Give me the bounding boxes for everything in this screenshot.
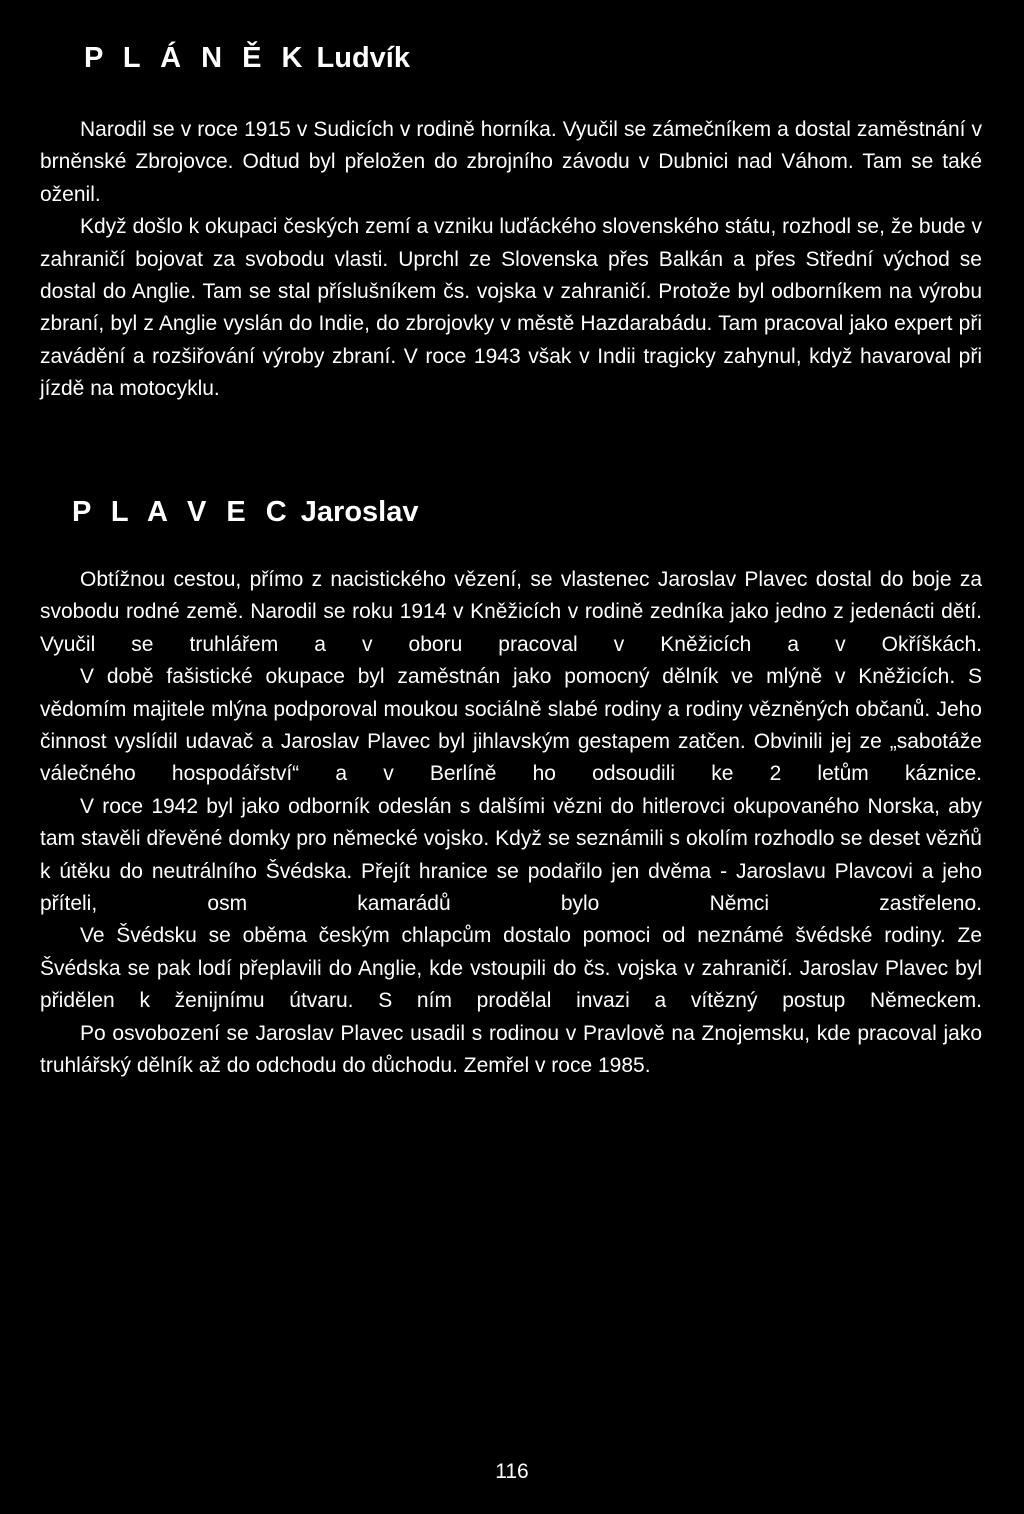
entry-surname: P L A V E C bbox=[72, 496, 293, 528]
entry-text-planek bbox=[40, 114, 982, 406]
entry-text-plavec bbox=[40, 564, 982, 1083]
entry-heading-planek bbox=[84, 40, 410, 76]
entry-paragraph: V roce 1942 byl jako odborník odeslán s dalšími vězni do hitlerovci okupovaného Norska, aby tam stavěli dřevěné domky pro německé vojsko. Když se seznámili s okolím rozhodlo se deset vězňů k útěku do neutrálního Švédska. Přejít hranice se podařilo jen dvěma - Jaroslavu Plavcovi a jeho příteli, osm kamarádů bylo Němci zastřeleno. bbox=[40, 794, 982, 916]
entry-paragraph: Obtížnou cestou, přímo z nacistického vězení, se vlastenec Jaroslav Plavec dostal do boje za svobodu rodné země. Narodil se roku 1914 v Kněžicích v rodině zedníka jako jedno z jedenácti dětí. Vyučil se truhlářem a v oboru pracoval v Kněžicích a v Okříškách. bbox=[40, 568, 982, 656]
entry-paragraph: V době fašistické okupace byl zaměstnán jako pomocný dělník ve mlýně v Kněžicích. S vědomím majitele mlýna podporoval moukou sociálně slabé rodiny a rodiny vězněných občanů. Jeho činnost vyslídil udavač a Jaroslav Plavec byl jihlavským gestapem zatčen. Obvinili jej ze „sabotáže válečného hospodářství“ a v Berlíně ho odsoudili ke 2 letům káznice. bbox=[40, 665, 982, 786]
page-number: 116 bbox=[495, 1460, 529, 1483]
entry-heading-plavec bbox=[72, 494, 418, 530]
entry-paragraph: Ve Švédsku se oběma českým chlapcům dostalo pomoci od neznámé švédské rodiny. Ze Švédska se pak lodí přeplavili do Anglie, kde vstoupili do čs. vojska v zahraničí. Jaroslav Plavec byl přidělen k ženijnímu útvaru. S ním prodělal invazi a vítězný postup Německem. bbox=[40, 924, 982, 1013]
entry-given-name: Jaroslav bbox=[300, 496, 419, 528]
entry-paragraph: Narodil se v roce 1915 v Sudicích v rodině horníka. Vyučil se zámečníkem a dostal zaměstnání v brněnské Zbrojovce. Odtud byl přeložen do zbrojního závodu v Dubnici nad Váhom. Tam se také oženil. bbox=[40, 118, 982, 206]
entry-given-name: Ludvík bbox=[316, 42, 410, 74]
entry-surname: P L Á N Ě K bbox=[84, 42, 309, 74]
entry-paragraph: Když došlo k okupaci českých zemí a vzniku luďáckého slovenského státu, rozhodl se, že bude v zahraničí bojovat za svobodu vlasti. Uprchl ze Slovenska přes Balkán a přes Střední východ se dostal do Anglie. Tam se stal příslušníkem čs. vojska v zahraničí. Protože byl odborníkem na výrobu zbraní, byl z Anglie vyslán do Indie, do zbrojovky v městě Hazdarabádu. Tam pracoval jako expert při zavádění a rozšiřování výroby zbraní. V roce 1943 však v Indii tragicky zahynul, když havaroval při jízdě na motocyklu. bbox=[40, 215, 982, 401]
entry-paragraph: Po osvobození se Jaroslav Plavec usadil s rodinou v Pravlově na Znojemsku, kde pracoval jako truhlářský dělník až do odchodu do důchodu. Zemřel v roce 1985. bbox=[40, 1021, 982, 1078]
